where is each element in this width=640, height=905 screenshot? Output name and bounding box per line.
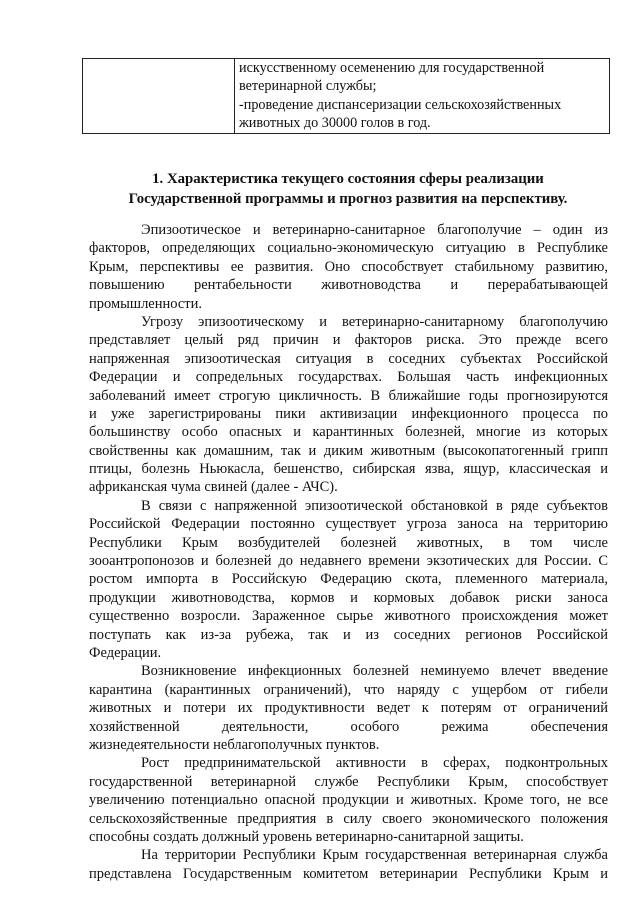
text-line: существенно возросли. Зараженное сырье животного происхождения может	[89, 608, 608, 625]
table-cell-line: -проведение диспансеризации сельскохозяйственных	[239, 96, 562, 113]
table-cell-line: ветеринарной службы;	[239, 78, 377, 95]
table-row	[83, 59, 610, 134]
text-line: Угрозу эпизоотическому и ветеринарно-санитарному благополучию	[141, 313, 608, 330]
text-line: напряженная эпизоотическая ситуация в соседних субъектах Российской	[89, 350, 608, 367]
text-line: повышению рентабельности животноводства и перерабатывающей	[89, 277, 608, 294]
text-line: увеличению потенциально опасной продукции и животных. Кроме того, не все	[89, 792, 608, 809]
paragraph-3	[89, 497, 608, 663]
section-heading	[88, 170, 608, 209]
text-line: поступать как из-за рубежа, так и из соседних регионов Российской	[89, 626, 608, 643]
table-cell-line: искусственному осеменению для государственной	[239, 60, 545, 76]
text-line: Эпизоотическое и ветеринарно-санитарное благополучие – один из	[141, 222, 608, 238]
text-line: Крым, перспективы ее развития. Оно способствует стабильному развитию,	[89, 258, 608, 275]
text-line: В связи с напряженной эпизоотической обстановкой в ряде субъектов	[141, 497, 608, 514]
paragraph-6	[89, 846, 608, 883]
text-line: хозяйственной деятельности, особого режима обеспечения	[89, 718, 608, 735]
text-line: африканская чума свиней (далее - АЧС).	[89, 479, 338, 496]
text-line: ростом импорта в Российскую Федерацию скота, племенного материала,	[89, 571, 608, 588]
paragraph-4	[89, 662, 608, 754]
text-line: свойственны как домашним, так и диким животным (высокопатогенный грипп	[89, 442, 608, 459]
table-cell-line: животных до 30000 голов в год.	[239, 115, 431, 132]
text-line: жизнедеятельности неблагополучных пунктов.	[89, 736, 380, 753]
text-line: Республики Крым возбудителей болезней животных, в том числе	[89, 534, 608, 551]
text-line: Возникновение инфекционных болезней неминуемо влечет введение	[141, 663, 608, 680]
text-line: птицы, болезнь Ньюкасла, бешенство, сибирская язва, ящур, классическая и	[89, 461, 608, 478]
text-line: Федерации и сопредельных государствах. Большая часть инфекционных	[89, 369, 608, 386]
table-cell-left-empty	[83, 59, 235, 134]
table-cell-right	[235, 59, 610, 134]
text-line: факторов, определяющих социально-экономическую ситуацию в Республике	[89, 240, 608, 257]
text-line: промышленности.	[89, 295, 203, 312]
program-table-fragment	[82, 58, 610, 134]
text-line: Рост предпринимательской активности в сферах, подконтрольных	[141, 755, 608, 772]
text-line: представляет целый ряд причин и факторов риска. Это прежде всего	[89, 332, 608, 349]
text-line: большинству особо опасных и карантинных болезней, многие из которых	[89, 424, 608, 441]
body-text	[89, 221, 608, 883]
text-line: государственной ветеринарной службе Республики Крым, способствует	[89, 773, 608, 790]
text-line: представлена Государственным комитетом ветеринарии Республики Крым и	[89, 865, 608, 882]
text-line: сельскохозяйственные предприятия в силу своего экономического положения	[89, 810, 608, 827]
paragraph-5	[89, 754, 608, 846]
text-line: На территории Республики Крым государственная ветеринарная служба	[141, 847, 608, 864]
paragraph-1	[89, 221, 608, 313]
text-line: заболеваний имеет строгую цикличность. В ближайшие годы прогнозируются	[89, 387, 608, 404]
text-line: животных и потери их продуктивности ведет к потерям от ограничений	[89, 700, 608, 717]
text-line: способны создать должный уровень ветеринарно-санитарной защиты.	[89, 828, 524, 845]
section-heading-line-1: 1. Характеристика текущего состояния сферы реализации	[152, 171, 544, 187]
text-line: карантина (карантинных ограничений), что наряду с ущербом от гибели	[89, 681, 608, 698]
section-heading-line-2: Государственной программы и прогноз развития на перспективу.	[128, 190, 568, 207]
text-line: Федерации.	[89, 644, 162, 661]
text-line: зооантропонозов и болезней до недавнего времени экзотических для России. С	[89, 553, 608, 570]
paragraph-2	[89, 313, 608, 497]
text-line: Российской Федерации постоянно существует угроза заноса на территорию	[89, 516, 608, 533]
text-line: и уже зарегистрированы пики активизации инфекционного процесса по	[89, 405, 608, 422]
text-line: продукции животноводства, кормов и кормовых добавок риски заноса	[89, 589, 608, 606]
